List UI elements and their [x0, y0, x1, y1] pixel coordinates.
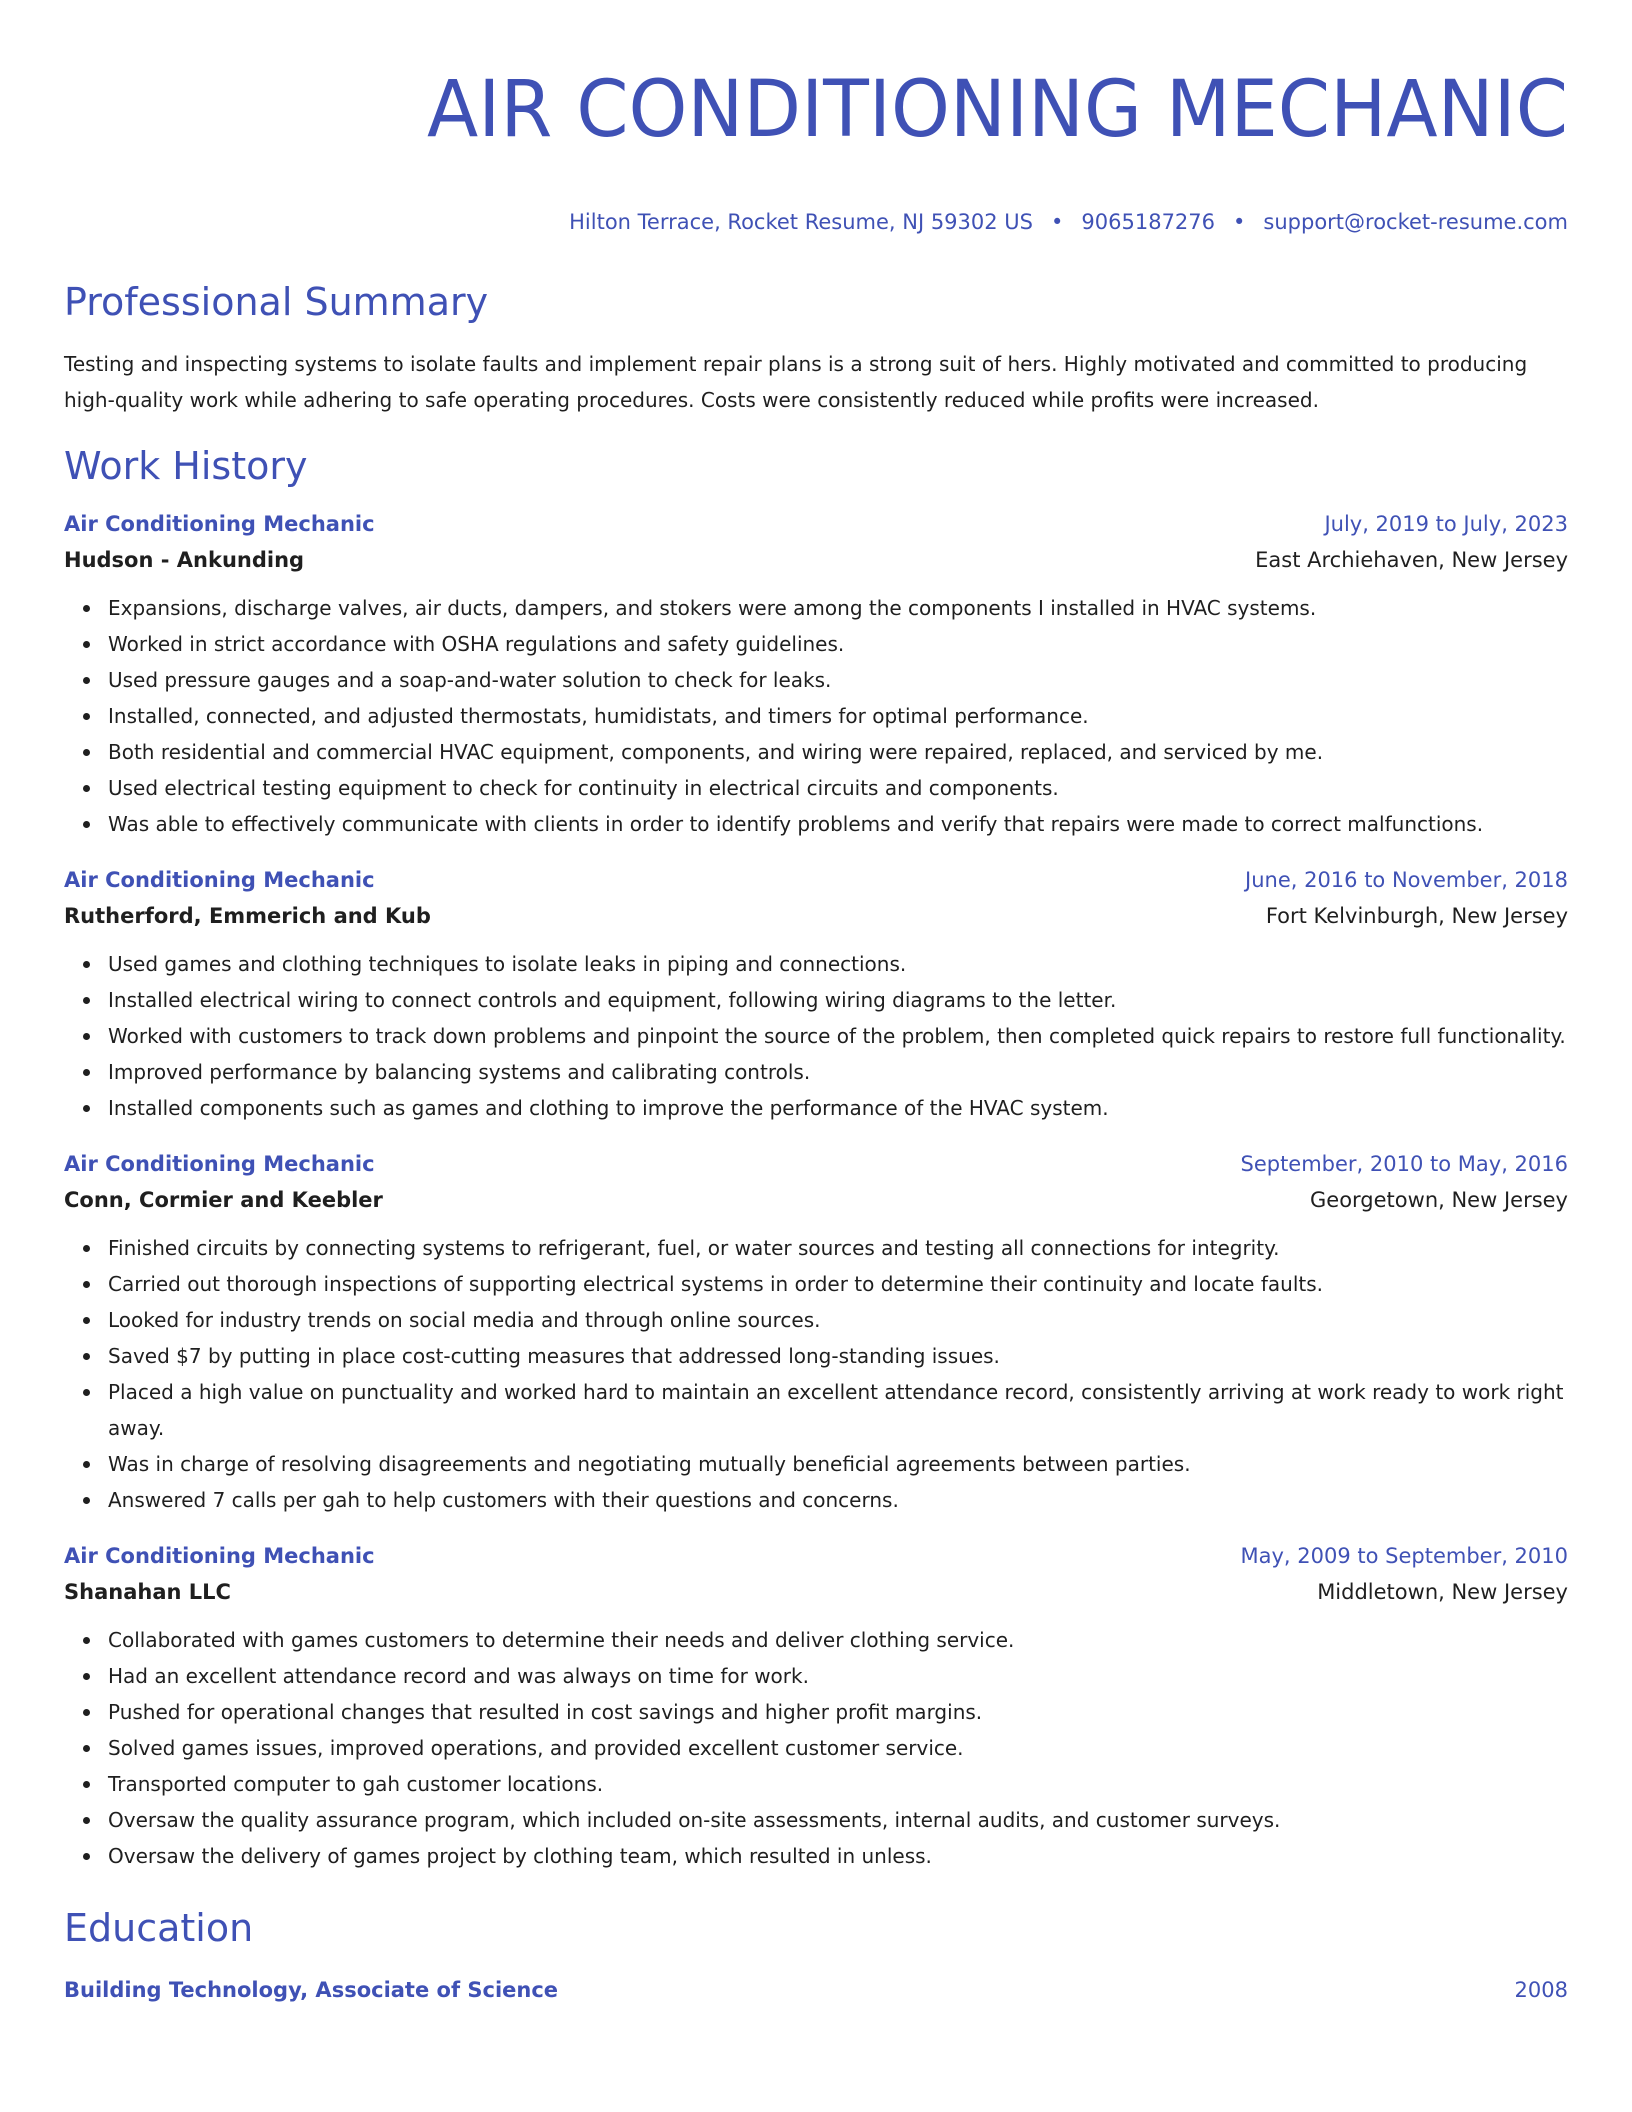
contact-separator: • — [1051, 210, 1064, 234]
job-bullets — [64, 590, 1568, 842]
job-title: Air Conditioning Mechanic — [64, 512, 375, 536]
job-bullet: Collaborated with games customers to determine their needs and deliver clothing service. — [108, 1622, 1568, 1658]
job-bullet: Transported computer to gah customer locations. — [108, 1766, 1568, 1802]
job-company: Shanahan LLC — [64, 1580, 231, 1604]
job-bullet: Installed, connected, and adjusted thermostats, humidistats, and timers for optimal performance. — [108, 698, 1568, 734]
job-location: Fort Kelvinburgh, New Jersey — [1265, 904, 1568, 928]
job-bullet: Used electrical testing equipment to check for continuity in electrical circuits and components. — [108, 770, 1568, 806]
resume-header — [64, 56, 1568, 236]
job-location: Middletown, New Jersey — [1317, 1580, 1568, 1604]
job-entry — [64, 506, 1568, 842]
contact-email: support@rocket-resume.com — [1263, 210, 1568, 234]
job-bullet: Installed components such as games and clothing to improve the performance of the HVAC system. — [108, 1090, 1568, 1126]
work-history-list — [64, 506, 1568, 1874]
job-bullet: Was able to effectively communicate with clients in order to identify problems and verify that repairs were made to correct malfunctions. — [108, 806, 1568, 842]
job-bullet: Oversaw the quality assurance program, which included on-site assessments, internal audits, and customer surveys. — [108, 1802, 1568, 1838]
job-bullet: Had an excellent attendance record and was always on time for work. — [108, 1658, 1568, 1694]
work-history-section-title: Work History — [64, 444, 308, 488]
job-entry — [64, 862, 1568, 1126]
contact-separator: • — [1233, 210, 1246, 234]
job-location: Georgetown, New Jersey — [1310, 1188, 1568, 1212]
job-bullet: Both residential and commercial HVAC equipment, components, and wiring were repaired, replaced, and serviced by me. — [108, 734, 1568, 770]
job-bullet: Answered 7 calls per gah to help customers with their questions and concerns. — [108, 1482, 1568, 1518]
summary-text: Testing and inspecting systems to isolate faults and implement repair plans is a strong suit of hers. Highly motivated and committed to producing high-quality work while adhering to safe operating procedures. Costs were consistently reduced while profits were increased. — [64, 352, 1528, 412]
job-bullets — [64, 1230, 1568, 1518]
job-bullet: Finished circuits by connecting systems to refrigerant, fuel, or water sources and testing all connections for integrity. — [108, 1230, 1568, 1266]
education-degree: Building Technology, Associate of Science — [64, 1978, 559, 2002]
job-dates: May, 2009 to September, 2010 — [1240, 1544, 1568, 1568]
job-bullet: Solved games issues, improved operations, and provided excellent customer service. — [108, 1730, 1568, 1766]
job-title: Air Conditioning Mechanic — [64, 1152, 375, 1176]
job-entry — [64, 1146, 1568, 1518]
job-bullet: Placed a high value on punctuality and worked hard to maintain an excellent attendance record, consistently arriving at work ready to work right away. — [108, 1374, 1568, 1446]
job-bullets — [64, 946, 1568, 1126]
summary-section-title: Professional Summary — [64, 280, 489, 324]
job-bullet: Saved $7 by putting in place cost-cutting measures that addressed long-standing issues. — [108, 1338, 1568, 1374]
job-title: Air Conditioning Mechanic — [64, 868, 375, 892]
job-bullet: Used games and clothing techniques to isolate leaks in piping and connections. — [108, 946, 1568, 982]
contact-address: Hilton Terrace, Rocket Resume, NJ 59302 US — [569, 210, 1034, 234]
job-bullet: Looked for industry trends on social media and through online sources. — [108, 1302, 1568, 1338]
job-company: Hudson - Ankunding — [64, 548, 305, 572]
job-entry — [64, 1538, 1568, 1874]
job-dates: June, 2016 to November, 2018 — [1245, 868, 1568, 892]
job-company: Rutherford, Emmerich and Kub — [64, 904, 431, 928]
job-dates: September, 2010 to May, 2016 — [1240, 1152, 1568, 1176]
education-section-title: Education — [64, 1906, 254, 1950]
job-bullet: Expansions, discharge valves, air ducts, dampers, and stokers were among the components I installed in HVAC systems. — [108, 590, 1568, 626]
job-bullet: Improved performance by balancing systems and calibrating controls. — [108, 1054, 1568, 1090]
education-entry — [64, 1972, 1568, 2008]
job-company: Conn, Cormier and Keebler — [64, 1188, 383, 1212]
candidate-name: AIR CONDITIONING MECHANIC — [427, 65, 1568, 155]
job-bullet: Pushed for operational changes that resulted in cost savings and higher profit margins. — [108, 1694, 1568, 1730]
job-bullet: Carried out thorough inspections of supporting electrical systems in order to determine their continuity and locate faults. — [108, 1266, 1568, 1302]
contact-phone: 9065187276 — [1081, 210, 1216, 234]
contact-line — [64, 208, 1568, 236]
job-bullet: Installed electrical wiring to connect controls and equipment, following wiring diagrams to the letter. — [108, 982, 1568, 1018]
education-year: 2008 — [1514, 1978, 1568, 2002]
job-bullet: Oversaw the delivery of games project by clothing team, which resulted in unless. — [108, 1838, 1568, 1874]
job-title: Air Conditioning Mechanic — [64, 1544, 375, 1568]
job-bullet: Worked with customers to track down problems and pinpoint the source of the problem, then completed quick repairs to restore full functionality. — [108, 1018, 1568, 1054]
job-location: East Archiehaven, New Jersey — [1255, 548, 1568, 572]
job-dates: July, 2019 to July, 2023 — [1324, 512, 1568, 536]
job-bullet: Worked in strict accordance with OSHA regulations and safety guidelines. — [108, 626, 1568, 662]
job-bullets — [64, 1622, 1568, 1874]
job-bullet: Used pressure gauges and a soap-and-water solution to check for leaks. — [108, 662, 1568, 698]
job-bullet: Was in charge of resolving disagreements and negotiating mutually beneficial agreements between parties. — [108, 1446, 1568, 1482]
